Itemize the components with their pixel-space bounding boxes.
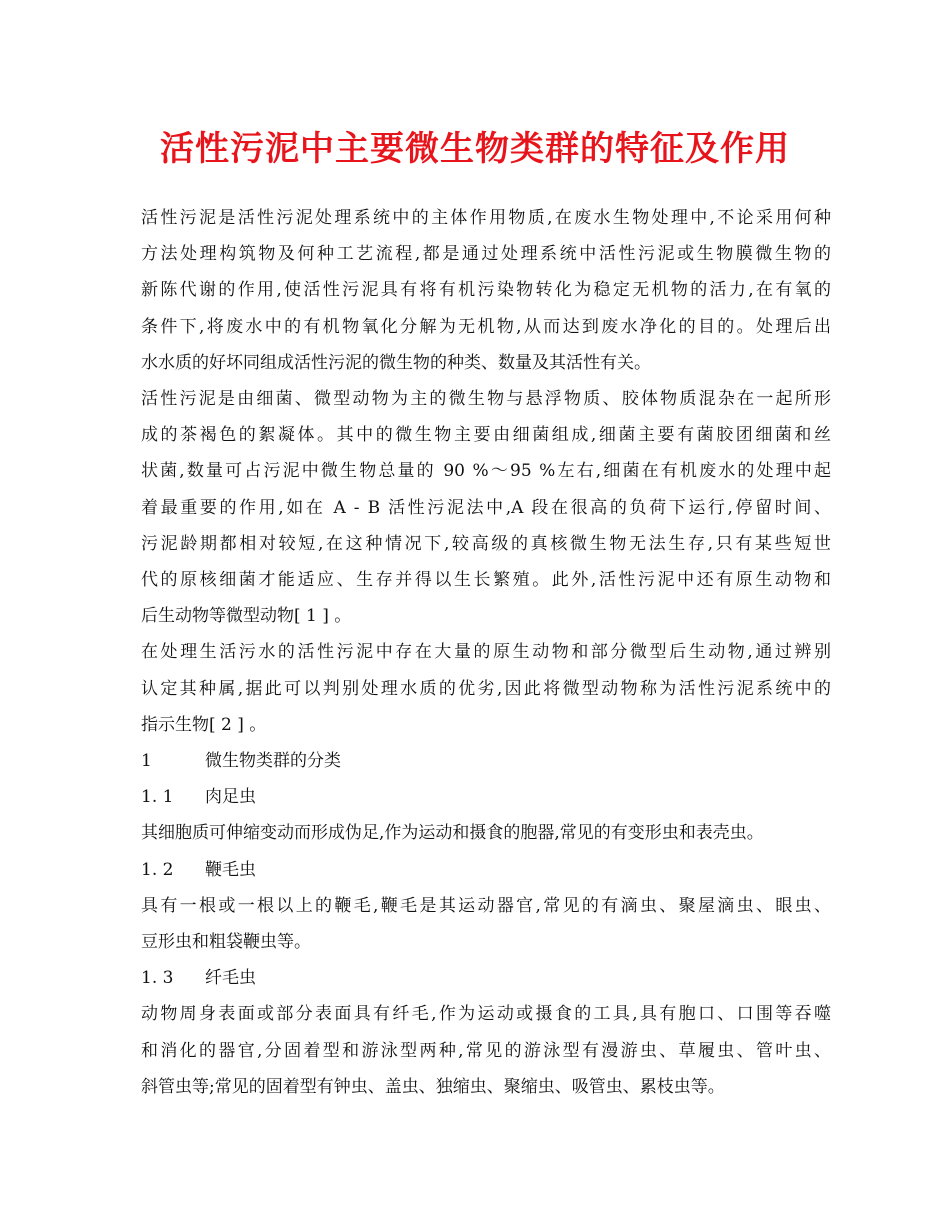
paragraph-indicator bbox=[141, 634, 831, 743]
subsection-heading bbox=[141, 779, 831, 815]
text-line: 和消化的器官,分固着型和游泳型两种,常见的游泳型有漫游虫、草履虫、管叶虫、 bbox=[141, 1040, 831, 1061]
paragraph-intro bbox=[141, 200, 831, 381]
text-line: 指示生物[ 2 ] 。 bbox=[141, 714, 267, 735]
paragraph-flagellates bbox=[141, 888, 831, 960]
text-line: 认定其种属,据此可以判别处理水质的优劣,因此将微型动物称为活性污泥系统中的 bbox=[141, 678, 831, 699]
document-title: 活性污泥中主要微生物类群的特征及作用 bbox=[160, 129, 790, 169]
text-line: 着最重要的作用,如在 A - B 活性污泥法中,A 段在很高的负荷下运行,停留时间、 bbox=[141, 497, 831, 518]
subsection-heading bbox=[141, 852, 831, 888]
text-line: 活性污泥是活性污泥处理系统中的主体作用物质,在废水生物处理中,不论采用何种 bbox=[141, 208, 831, 228]
subsection-title: 纤毛虫 bbox=[205, 968, 256, 989]
text-line: 其细胞质可伸缩变动而形成伪足,作为运动和摄食的胞器,常见的有变形虫和表壳虫。 bbox=[141, 823, 764, 844]
text-line: 水水质的好坏同组成活性污泥的微生物的种类、数量及其活性有关。 bbox=[141, 352, 651, 373]
text-line: 代的原核细菌才能适应、生存并得以生长繁殖。此外,活性污泥中还有原生动物和 bbox=[141, 570, 831, 591]
section-heading bbox=[141, 743, 831, 779]
subsection-number: 1. 3 bbox=[141, 968, 174, 989]
text-line: 具有一根或一根以上的鞭毛,鞭毛是其运动器官,常见的有滴虫、聚屋滴虫、眼虫、 bbox=[141, 895, 831, 916]
subsection-heading bbox=[141, 960, 831, 996]
text-line: 后生动物等微型动物[ 1 ] 。 bbox=[141, 606, 352, 627]
subsection-number: 1. 1 bbox=[141, 787, 174, 808]
text-line: 斜管虫等;常见的固着型有钟虫、盖虫、独缩虫、聚缩虫、吸管虫、累枝虫等。 bbox=[141, 1076, 725, 1097]
document-body bbox=[141, 200, 831, 1105]
text-line: 活性污泥是由细菌、微型动物为主的微生物与悬浮物质、胶体物质混杂在一起所形 bbox=[141, 389, 831, 410]
section-title: 微生物类群的分类 bbox=[205, 751, 341, 772]
section-number: 1 bbox=[141, 751, 152, 772]
subsection-title: 肉足虫 bbox=[205, 787, 256, 808]
subsection-title: 鞭毛虫 bbox=[205, 859, 256, 880]
text-line: 状菌,数量可占污泥中微生物总量的 90 %～95 %左右,细菌在有机废水的处理中起 bbox=[141, 461, 831, 482]
text-line: 动物周身表面或部分表面具有纤毛,作为运动或摄食的工具,具有胞口、口围等吞噬 bbox=[141, 1004, 831, 1025]
paragraph-sarcodina bbox=[141, 815, 831, 851]
subsection-number: 1. 2 bbox=[141, 859, 174, 880]
text-line: 新陈代谢的作用,使活性污泥具有将有机污染物转化为稳定无机物的活力,在有氧的 bbox=[141, 280, 831, 301]
text-line: 在处理生活污水的活性污泥中存在大量的原生动物和部分微型后生动物,通过辨别 bbox=[141, 642, 831, 663]
text-line: 成的茶褐色的絮凝体。其中的微生物主要由细菌组成,细菌主要有菌胶团细菌和丝 bbox=[141, 425, 831, 446]
text-line: 方法处理构筑物及何种工艺流程,都是通过处理系统中活性污泥或生物膜微生物的 bbox=[141, 244, 831, 265]
text-line: 条件下,将废水中的有机物氧化分解为无机物,从而达到废水净化的目的。处理后出 bbox=[141, 316, 831, 337]
text-line: 豆形虫和粗袋鞭虫等。 bbox=[141, 932, 311, 953]
text-line: 污泥龄期都相对较短,在这种情况下,较高级的真核微生物无法生存,只有某些短世 bbox=[141, 533, 831, 554]
paragraph-ciliates bbox=[141, 996, 831, 1105]
paragraph-composition bbox=[141, 381, 831, 634]
